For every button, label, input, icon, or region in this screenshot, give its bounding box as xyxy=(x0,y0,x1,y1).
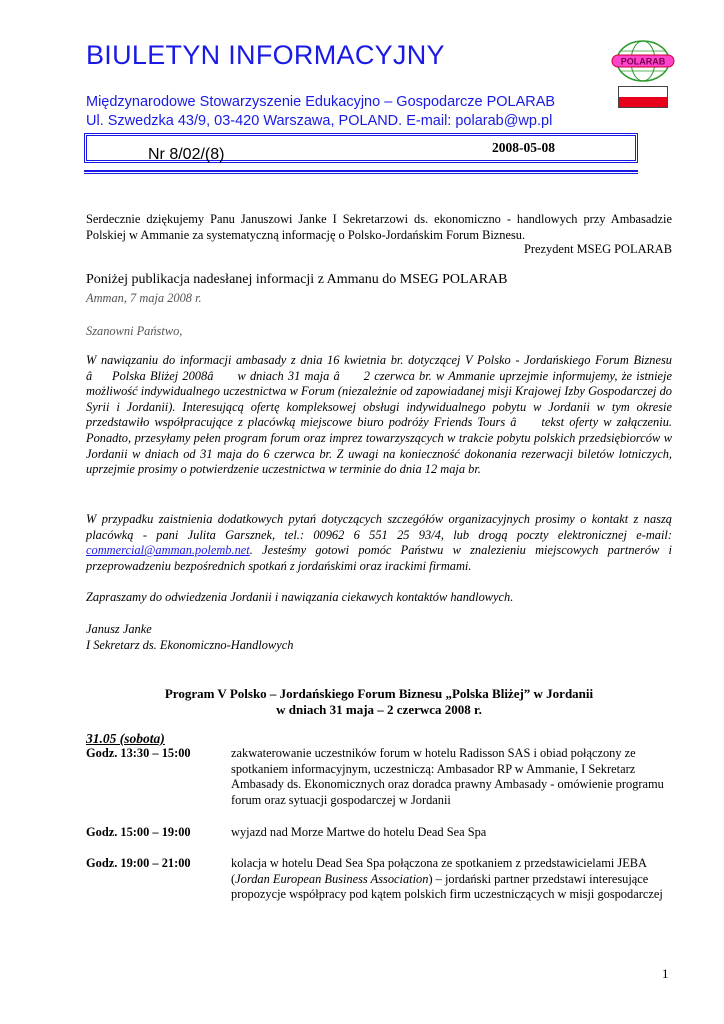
bulletin-title: BIULETYN INFORMACYJNY xyxy=(86,40,445,70)
page-number: 1 xyxy=(662,966,669,981)
program-title: Program V Polsko – Jordańskiego Forum Biznesu „Polska Bliżej” w Jordanii w dniach 31 maja – 2 czerwca 2008 r. xyxy=(164,686,594,717)
polish-flag xyxy=(618,86,668,108)
organization-info xyxy=(86,93,555,131)
org-name: Międzynarodowe Stowarzyszenie Edukacyjno – Gospodarcze POLARAB xyxy=(86,94,556,110)
letter-signer xyxy=(86,622,293,653)
logo-text: POLARAB xyxy=(620,56,666,67)
schedule-desc: wyjazd nad Morze Martwe do hotelu Dead Sea Spa xyxy=(231,825,487,839)
schedule-time: Godz. 13:30 – 15:00 xyxy=(86,746,191,760)
thanks-signature: Prezydent MSEG POLARAB xyxy=(524,242,672,256)
schedule-time: Godz. 19:00 – 21:00 xyxy=(86,856,191,870)
letter-greeting: Szanowni Państwo, xyxy=(86,324,183,338)
issue-number: Nr 8/02/(8) xyxy=(148,146,225,163)
issue-date: 2008-05-08 xyxy=(492,140,555,155)
program-day: 31.05 (sobota) xyxy=(86,731,165,746)
signer-name: Janusz Janke xyxy=(86,622,152,636)
schedule-desc: kolacja w hotelu Dead Sea Spa połączona ze spotkaniem z przedstawicielami JEBA (Jordan European Business Association) – jordański partner przedstawi interesujące propozycje współpracy pod kątem polskich firm uczestniczących w misji gospodarczej xyxy=(231,856,663,902)
header-divider xyxy=(84,170,638,172)
letter-paragraph-3: Zapraszamy do odwiedzenia Jordanii i nawiązania ciekawych kontaktów handlowych. xyxy=(86,590,514,604)
schedule-desc: zakwaterowanie uczestników forum w hotelu Radisson SAS i obiad połączony ze spotkaniem informacyjnym, uczestniczą: Ambasador RP w Ammanie, I Sekretarz Ambasady ds. Ekonomicznych oraz doradca prawny Ambasady - omówienie programu forum oraz sytuacji gospodarczej w Jordanii xyxy=(231,746,664,807)
polarab-logo xyxy=(608,38,678,84)
schedule-time: Godz. 15:00 – 19:00 xyxy=(86,825,191,839)
thanks-paragraph: Serdecznie dziękujemy Panu Januszowi Janke I Sekretarzowi ds. ekonomiczno - handlowych przy Ambasadzie Polskiej w Ammanie za systematyczną informację o Polsko-Jordańskim Forum Biznesu. xyxy=(86,212,672,242)
email-link[interactable]: commercial@amman.polemb.net xyxy=(86,543,250,558)
intro-place-date: Amman, 7 maja 2008 r. xyxy=(86,291,202,305)
intro-heading: Poniżej publikacja nadesłanej informacji z Ammanu do MSEG POLARAB xyxy=(86,272,508,287)
letter-paragraph-1: W nawiązaniu do informacji ambasady z dnia 16 kwietnia br. dotyczącej V Polsko - Jordańskiego Forum Biznesu âPolska Bliżej 2008â w dniach 31 maja â 2 czerwca br. w Ammanie uprzejmie informujemy, że istnieje możliwość indywidualnego uczestnictwa w Forum (niezależnie od zapowiadanej misji Krajowej Izby Gospodarczej do Syrii i Jordanii). Interesującą ofertę kompleksowej obsługi indywidualnego pobytu w Jordanii w tym okresie przedstawiło współpracujące z placówką miejscowe biuro podróży Friends Tours â tekst oferty w załączeniu. Ponadto, przesyłamy pełen program forum oraz imprez towarzyszących w trakcie pobytu polskich przedsiębiorców w Jordanii w dniach od 31 maja do 6 czerwca br. Z uwagi na konieczność dokonania rezerwacji biletów lotniczych, uprzejmie prosimy o potwierdzenie uczestnictwa w terminie do dnia 12 maja br. xyxy=(86,353,672,477)
signer-title: I Sekretarz ds. Ekonomiczno-Handlowych xyxy=(86,637,294,652)
header-divider-thin xyxy=(84,173,638,174)
letter-paragraph-2: W przypadku zaistnienia dodatkowych pytań dotyczących szczegółów organizacyjnych prosimy o kontakt z naszą placówką - pani Julita Garsznek, tel.: 00962 6 551 25 93/4, lub drogą poczty elektronicznej e-mail: commercial@amman.polemb.net. Jesteśmy gotowi pomóc Państwu w znalezieniu miejscowych partnerów i przeprowadzeniu bezpośrednich spotkań z jordańskimi oraz irackimi firmami. xyxy=(86,512,672,573)
org-address: Ul. Szwedzka 43/9, 03-420 Warszawa, POLAND. E-mail: polarab@wp.pl xyxy=(86,113,553,129)
